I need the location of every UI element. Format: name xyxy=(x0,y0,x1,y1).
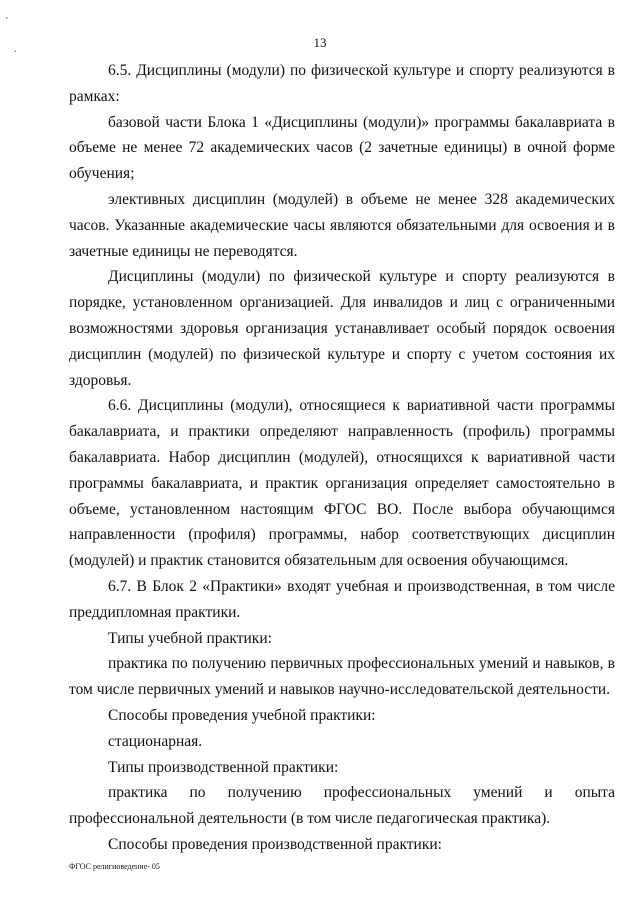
page-number: 13 xyxy=(313,35,327,50)
document-body xyxy=(69,58,615,858)
paragraph-production-practice: практика по получению профессиональных умений и опыта профессиональной деятельности (в том числе педагогическая практика). xyxy=(69,784,615,828)
scan-mark: . xyxy=(14,44,17,55)
footer-label: ФГОС религиоведение- 05 xyxy=(69,862,160,871)
paragraph-6-7: 6.7. В Блок 2 «Практики» входят учебная и производственная, в том числе преддипломная практики. xyxy=(69,577,615,621)
paragraph-production-types: Типы производственной практики: xyxy=(108,758,339,776)
paragraph-study-practice: практика по получению первичных профессиональных умений и навыков, в том числе первичных умений и навыков научно-исследовательской деятельности. xyxy=(69,655,615,699)
paragraph-study-practice-types: Типы учебной практики: xyxy=(108,629,272,647)
paragraph-6-6: 6.6. Дисциплины (модули), относящиеся к вариативной части программы бакалавриата, и практики определяют направленность (профиль) программы бакалавриата. Набор дисциплин (модулей), относящихся к вариативной части программы бакалавриата, и практик организация определяет самостоятельно в объеме, установленном настоящим ФГОС ВО. После выбора обучающимся направленности (профиля) программы, набор соответствующих дисциплин (модулей) и практик становится обязательным для освоения обучающимся. xyxy=(69,397,615,570)
scan-mark: ' xyxy=(6,16,8,27)
paragraph-study-methods: Способы проведения учебной практики: xyxy=(108,706,376,724)
paragraph-pe-order: Дисциплины (модули) по физической культуре и спорту реализуются в порядке, установленном организацией. Для инвалидов и лиц с ограниченными возможностями здоровья организация устанавливает особый порядок освоения дисциплин (модулей) по физической культуре и спорту с учетом состояния их здоровья. xyxy=(69,268,615,389)
paragraph-stationary: стационарная. xyxy=(108,732,203,750)
paragraph-elective: элективных дисциплин (модулей) в объеме не менее 328 академических часов. Указанные академические часы являются обязательными для освоения и в зачетные единицы не переводятся. xyxy=(69,190,615,260)
paragraph-production-methods: Способы проведения производственной практики: xyxy=(108,835,442,853)
paragraph-6-5: 6.5. Дисциплины (модули) по физической культуре и спорту реализуются в рамках: xyxy=(69,62,615,105)
paragraph-basic-part: базовой части Блока 1 «Дисциплины (модули)» программы бакалавриата в объеме не менее 72 академических часов (2 зачетные единицы) в очной форме обучения; xyxy=(69,113,615,183)
